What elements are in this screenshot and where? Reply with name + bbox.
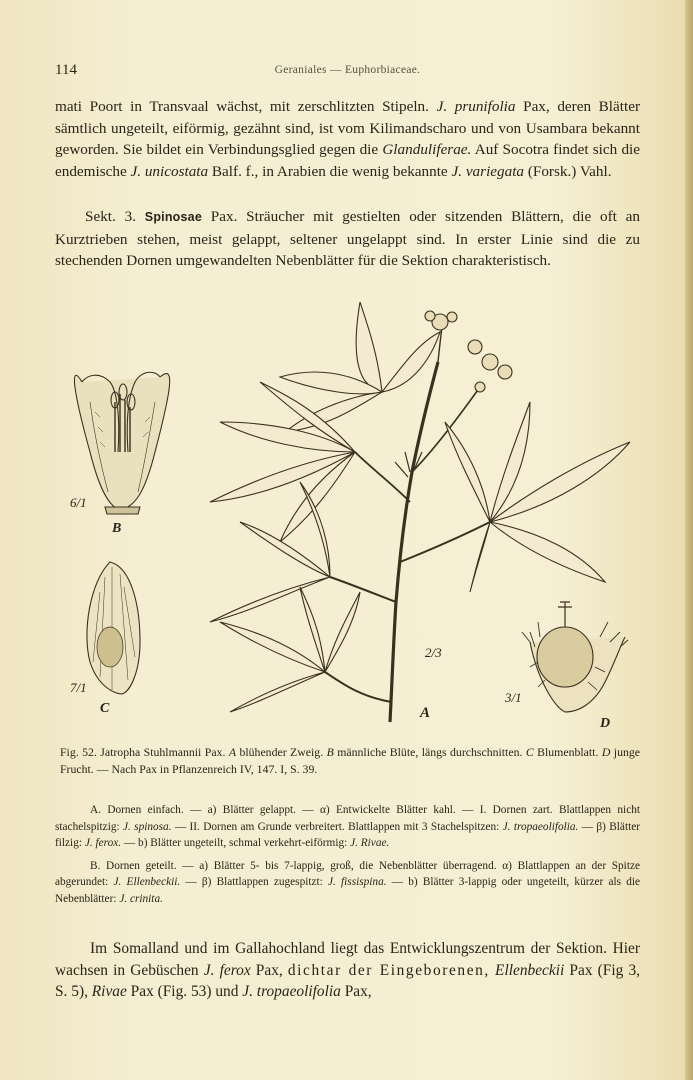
- species-name: J. fissispina.: [328, 876, 387, 889]
- paragraph-2: [55, 206, 640, 272]
- caption-letter: A: [228, 745, 237, 759]
- scale-label-d: 3/1: [505, 690, 522, 705]
- vernacular-name: dichtar der Eingeborenen,: [287, 961, 490, 979]
- species-name: J. tropaeolifolia.: [502, 820, 579, 833]
- male-flower-section: [74, 372, 169, 514]
- label-c: C: [100, 701, 110, 716]
- caption-letter: D: [601, 745, 611, 759]
- caption-text: Blumenblatt.: [533, 745, 602, 759]
- scale-label-c: 7/1: [70, 680, 87, 695]
- species-name: J. prunifolia: [436, 98, 516, 115]
- figure-52: [60, 302, 640, 734]
- caption-text: männliche Blüte, längs durchschnitten.: [333, 745, 526, 759]
- species-name: J. ferox.: [84, 837, 122, 850]
- key-group-b: [55, 858, 640, 908]
- caption-text: Fig. 52. Jatropha Stuhlmannii Pax.: [60, 745, 229, 759]
- caption-letter: C: [525, 745, 534, 759]
- young-fruit: [522, 602, 628, 712]
- key-text: — β) Blattlappen zugespitzt:: [180, 876, 328, 889]
- text-run: Pax (Fig. 53) und: [126, 983, 243, 1000]
- species-name: J. Ellenbeckii.: [113, 876, 181, 889]
- text-run: Pax. Sträucher mit gestielten oder sitzenden Blättern, die oft an Kurztrieben stehen, meist gelappt, seltener ungelappt sind. In erster Linie sind die zu stechenden Dornen umgewandelten Nebenblätter für die Sektion charakteristisch.: [55, 208, 640, 269]
- species-name: J. crinita.: [119, 892, 163, 905]
- text-run: Auf Socotra findet sich die endemische: [55, 141, 640, 180]
- figure-caption: [60, 744, 640, 778]
- key-text: — II. Dornen am Grunde verbreitert. Blattlappen mit 3 Stachelspitzen:: [171, 820, 503, 833]
- text-run: Pax,: [250, 961, 288, 979]
- species-name: J. spinosa.: [122, 820, 172, 833]
- species-name: J. variegata: [451, 162, 525, 180]
- paragraph-1: [55, 96, 640, 182]
- key-group-a: [55, 802, 640, 852]
- page-number: 114: [55, 62, 77, 78]
- text-run: Pax, deren Blätter sämtlich ungeteilt, eiförmig, gezähnt sind, ist vom Kilimandscharo und von Usambara bekannt geworden. Sie bildet ein Verbindungsglied gegen die: [55, 98, 641, 158]
- taxon-name: Glanduliferae.: [382, 141, 472, 158]
- scale-label-a: 2/3: [425, 645, 442, 660]
- text-run: Sekt. 3.: [85, 208, 145, 225]
- text-run: mati Poort in Transvaal wächst, mit zerschlitzten Stipeln.: [55, 98, 437, 115]
- species-name: J. Rivae.: [350, 837, 390, 850]
- text-run: Balf. f., in Arabien die wenig bekannte: [208, 162, 452, 180]
- caption-letter: B: [326, 745, 334, 759]
- key-text: — b) Blätter 3-lappig oder ungeteilt, kürzer als die Nebenblätter:: [55, 876, 641, 905]
- paragraph-3: [55, 938, 640, 1003]
- scale-label-b: 6/1: [70, 495, 87, 510]
- caption-text: junge Frucht. — Nach Pax in Pflanzenreich IV, 147. I, S. 39.: [60, 745, 641, 776]
- species-name: Rivae: [91, 983, 127, 1000]
- species-name: J. tropaeolifolia: [242, 983, 341, 1000]
- botanical-illustration: [60, 302, 640, 734]
- species-name: J. ferox: [203, 961, 251, 979]
- label-a: A: [420, 705, 431, 721]
- label-b: B: [112, 521, 122, 536]
- page-header: [55, 62, 640, 80]
- text-run: Im Somalland und im Gallahochland liegt das Entwicklungszentrum der Sektion. Hier wachsen in Gebüschen: [55, 940, 640, 979]
- petal: [87, 562, 140, 694]
- caption-text: blühender Zweig.: [236, 745, 327, 759]
- text-run: Pax,: [340, 983, 372, 1000]
- species-name: Ellenbeckii: [495, 961, 565, 979]
- identification-key: [55, 802, 640, 914]
- key-text: A. Dornen einfach. — a) Blätter gelappt. — α) Entwickelte Blätter kahl. — I. Dornen zart. Blattlappen nicht stachelspitzig:: [55, 804, 640, 833]
- key-text: B. Dornen geteilt. — a) Blätter 5- bis 7-lappig, groß, die Nebenblätter überragend. α) Blattlappen an der Spitze abgerundet:: [55, 859, 640, 889]
- running-head: Geraniales — Euphorbiaceae.: [274, 64, 421, 76]
- section-name: Spinosae: [144, 210, 202, 224]
- page-edge: [685, 0, 693, 1080]
- species-name: J. unicostata: [130, 162, 209, 180]
- text-run: (Forsk.) Vahl.: [524, 162, 612, 180]
- label-d: D: [600, 716, 611, 731]
- text-run: Pax (Fig 3, S. 5),: [55, 961, 640, 1000]
- key-text: — β) Blätter filzig:: [55, 820, 640, 850]
- key-text: — b) Blätter ungeteilt, schmal verkehrt-eiförmig:: [121, 837, 351, 850]
